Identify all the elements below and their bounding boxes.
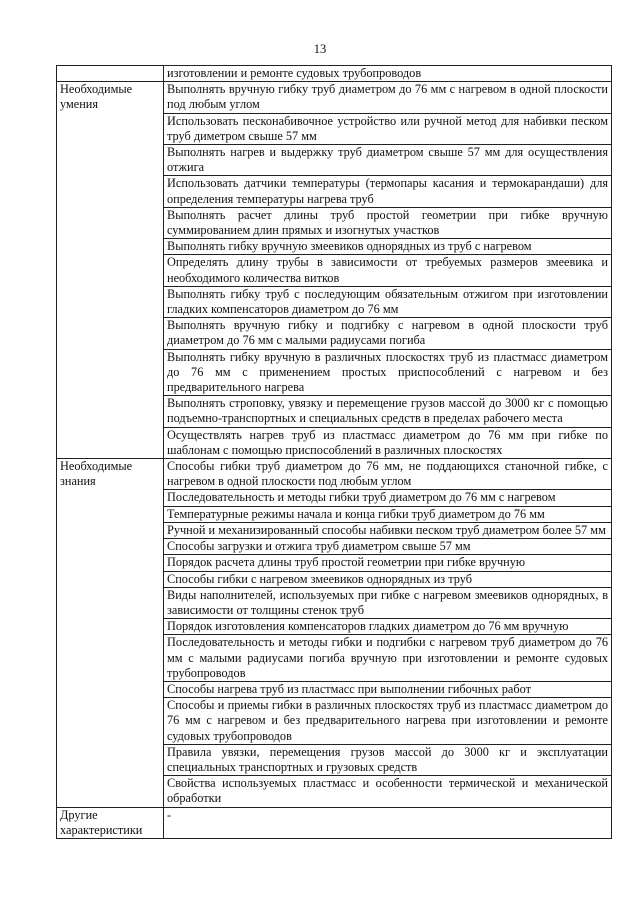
table-row [57,82,612,113]
skills-label: Необходимые умения [57,82,164,459]
knowledge-item: Температурные режимы начала и конца гибки труб диаметром до 76 мм [164,506,612,522]
other-label: Другие характеристики [57,807,164,838]
skills-item: Выполнять строповку, увязку и перемещение грузов массой до 3000 кг с помощью подъемно-транспортных и специальных средств в пределах рабочего места [164,396,612,427]
table-row [57,807,612,838]
knowledge-item: Правила увязки, перемещения грузов массой до 3000 кг и эксплуатации специальных транспортных и грузовых средств [164,744,612,775]
qualification-table [56,65,612,839]
knowledge-item: Ручной и механизированный способы набивки песком труб диаметром более 57 мм [164,522,612,538]
knowledge-item: Способы загрузки и отжига труб диаметром свыше 57 мм [164,539,612,555]
table-row [57,66,612,82]
knowledge-item: Порядок изготовления компенсаторов гладких диаметром до 76 мм вручную [164,619,612,635]
skills-item: Выполнять гибку труб с последующим обязательным отжигом при изготовлении гладких компенсаторов диаметром до 76 мм [164,286,612,317]
skills-item: Использовать песконабивочное устройство или ручной метод для набивки песком труб диметром свыше 57 мм [164,113,612,144]
table-row [57,459,612,490]
knowledge-item: Способы гибки с нагревом змеевиков однорядных из труб [164,571,612,587]
other-value: - [164,807,612,838]
skills-item: Определять длину трубы в зависимости от требуемых размеров змеевика и необходимого количества витков [164,255,612,286]
skills-item: Выполнять вручную гибку труб диаметром до 76 мм с нагревом в одной плоскости под любым углом [164,82,612,113]
skills-item: Использовать датчики температуры (термопары касания и термокарандаши) для определения температуры нагрева труб [164,176,612,207]
knowledge-item: Порядок расчета длины труб простой геометрии при гибке вручную [164,555,612,571]
knowledge-item: Последовательность и методы гибки и подгибки с нагревом труб диаметром до 76 мм с малыми радиусами погиба вручную при изготовлении и ремонте судовых трубопроводов [164,635,612,682]
knowledge-label: Необходимые знания [57,459,164,807]
page-number: 13 [313,42,327,56]
skills-item: Выполнять гибку вручную в различных плоскостях труб из пластмасс диаметром до 76 мм с применением простых приспособлений с нагревом и без предварительного нагрева [164,349,612,396]
skills-item: Выполнять расчет длины труб простой геометрии при гибке вручную суммированием длин прямых и изогнутых участков [164,207,612,238]
skills-item: Выполнять гибку вручную змеевиков однорядных из труб с нагревом [164,239,612,255]
skills-item: Выполнять вручную гибку и подгибку с нагревом в одной плоскости труб диаметром до 76 мм с малыми радиусами погиба [164,318,612,349]
table-cell-empty [57,66,164,82]
knowledge-item: Способы нагрева труб из пластмасс при выполнении гибочных работ [164,681,612,697]
knowledge-item: Последовательность и методы гибки труб диаметром до 76 мм с нагревом [164,490,612,506]
continuation-text: изготовлении и ремонте судовых трубопроводов [164,66,612,82]
knowledge-item: Способы и приемы гибки в различных плоскостях труб из пластмасс диаметром до 76 мм с нагревом и без предварительного нагрева при изготовлении и ремонте судовых трубопроводов [164,698,612,745]
skills-item: Выполнять нагрев и выдержку труб диаметром свыше 57 мм для осуществления отжига [164,145,612,176]
skills-item: Осуществлять нагрев труб из пластмасс диаметром до 76 мм при гибке по шаблонам с помощью приспособлений в различных плоскостях [164,427,612,458]
knowledge-item: Свойства используемых пластмасс и особенности термической и механической обработки [164,776,612,807]
knowledge-item: Виды наполнителей, используемых при гибке с нагревом змеевиков однорядных, в зависимости от толщины стенок труб [164,587,612,618]
knowledge-item: Способы гибки труб диаметром до 76 мм, не поддающихся станочной гибке, с нагревом в одной плоскости под любым углом [164,459,612,490]
